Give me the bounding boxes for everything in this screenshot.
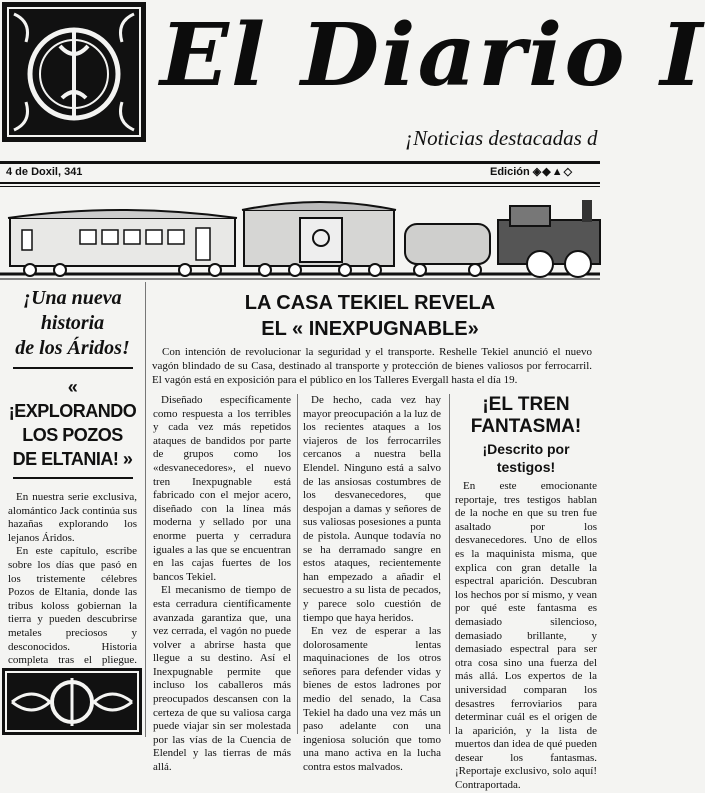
emblem-icon <box>2 2 146 142</box>
left-subhead-line-3: DE ELTANIA! » <box>12 449 133 469</box>
issue-date: 4 de Doxil, 341 <box>6 166 83 178</box>
left-paragraph: En este capítulo, escribe sobre los días que pasó en los tristemente célebres Pozos de Eltania, donde las tribus koloss gobiernan la tierra y pueden descubrirse metales preciosos y desconocidos. Historia completa tras el pliegue. <box>8 545 137 667</box>
left-paragraph: En nuestra serie exclusiva, alomántico Jack continúa sus hazañas explorando los lejanos Áridos. <box>8 491 137 544</box>
dateline-rule <box>0 182 600 184</box>
right-headline-line-2: FANTASMA! <box>470 416 582 437</box>
left-headline-line-3: de los Áridos! <box>15 337 130 359</box>
article-paragraph: De hecho, cada vez hay mayor preocupación a la luz de los recientes ataques a los viajeros de los ferrocarriles cercanos a nuestra bella Elendel. Ninguno está a salvo de las ansiosas costumbres de los desvanecedores, que despojan a damas y señores de sus valiosas posesiones a punta de pistola. Aunque todavía no se ha derramado sangre en estos ataques, recientemente han empezado a añadir el secuestro a su lista de pecados, y parece solo cuestión de tiempo que haya heridos. <box>303 394 441 624</box>
main-column-1 <box>153 394 291 775</box>
edition-glyphs-icon: ◈◆▲◇ <box>532 166 574 178</box>
main-headline <box>180 290 560 342</box>
ornament-icon <box>2 668 142 735</box>
main-lead-paragraph: Con intención de revolucionar la seguridad y el transporte. Reshelle Tekiel anunció el nuevo vagón blindado de su Casa, destinado al transporte y protección de bienes valiosos por ferrocarril. El vagón está en exposición para el público en los Talleres Evergall hasta el día 19. <box>152 346 592 386</box>
article-paragraph: Diseñado específicamente como respuesta a los terribles y cada vez más repetidos ataques de bandidos por parte de grupos como los «desvanecedores», el nuevo tren Inexpugnable está fabricado con el mejor acero, diseñado con la línea más moderna y sellado por una enorme puerta y cerradura iguales a las que se encuentran en las cajas fuertes de los bancos Tekiel. <box>153 394 291 583</box>
article-paragraph: En vez de esperar a las dolorosamente lentas maquinaciones de los otros señores para defender vidas y bienes de estos ladrones por medio del senado, la Casa Tekiel ha dado una vez más un paso adelante con una ingeniosa solución que tomo una mano activa en la lucha contra estos malvados. <box>303 625 441 774</box>
footer-emblem <box>2 668 142 735</box>
masthead-tagline: ¡Noticias destacadas d <box>405 126 598 150</box>
left-separator-2 <box>13 477 133 479</box>
right-subhead: ¡Descrito por testigos! <box>482 441 570 475</box>
main-headline-line-1: LA CASA TEKIEL REVELA <box>244 292 496 314</box>
left-separator <box>13 367 133 369</box>
edition-label <box>490 165 573 178</box>
left-headline-line-1: ¡Una nueva <box>23 287 122 309</box>
article-paragraph: En este emocionante reportaje, tres testigos hablan de la noche en que su tren fue asaltado por los desvanecedores. Uno de ellos es la maquinista misma, que explica con gran detalle la espectral aparición. Descubran los hechos por sí mismo, y vean por qué este fantasma es demasiado silencioso, demasiado brillante, y demasiado espectral para ser otra cosa sino una fuerza del más allá. Los expertos de la universidad comparan los desastres ferroviarios para determinar cuál es el origen de la aparición, y la lista de muertos dan idea de qué pueden desear los fantasmas. ¡Reportaje exclusivo, solo aquí! Contraportada. <box>455 480 597 792</box>
left-subhead-line-1: « ¡EXPLORANDO <box>8 377 137 421</box>
main-headline-line-2: EL « INEXPUGNABLE» <box>261 318 479 340</box>
header-rule <box>0 161 600 164</box>
main-column-2 <box>303 394 441 775</box>
column-divider <box>297 394 298 734</box>
right-headline-line-1: ¡EL TREN <box>482 394 570 415</box>
left-subhead-line-2: LOS POZOS <box>22 425 123 445</box>
masthead-title: El Diario I <box>160 5 705 106</box>
column-divider <box>449 394 450 734</box>
masthead-emblem <box>2 2 146 142</box>
train-icon <box>0 192 600 282</box>
right-column <box>455 394 597 793</box>
dateline-rule-thin <box>0 186 600 187</box>
left-headline-line-2: historia <box>40 312 105 334</box>
edition-text: Edición <box>490 166 530 178</box>
train-illustration <box>0 192 600 282</box>
article-paragraph: El mecanismo de tiempo de esta cerradura científicamente avanzada garantiza que, una vez cerrada, el vagón no puede volver a abrirse hasta que llegue a su destino. Así el Inexpugnable permite que incluso los caballeros más preocupados descansen con la certeza de que su valiosa carga puede viajar sin ser molestada por las vías de la Cuencia de Elendel y las tierras de más allá. <box>153 584 291 774</box>
